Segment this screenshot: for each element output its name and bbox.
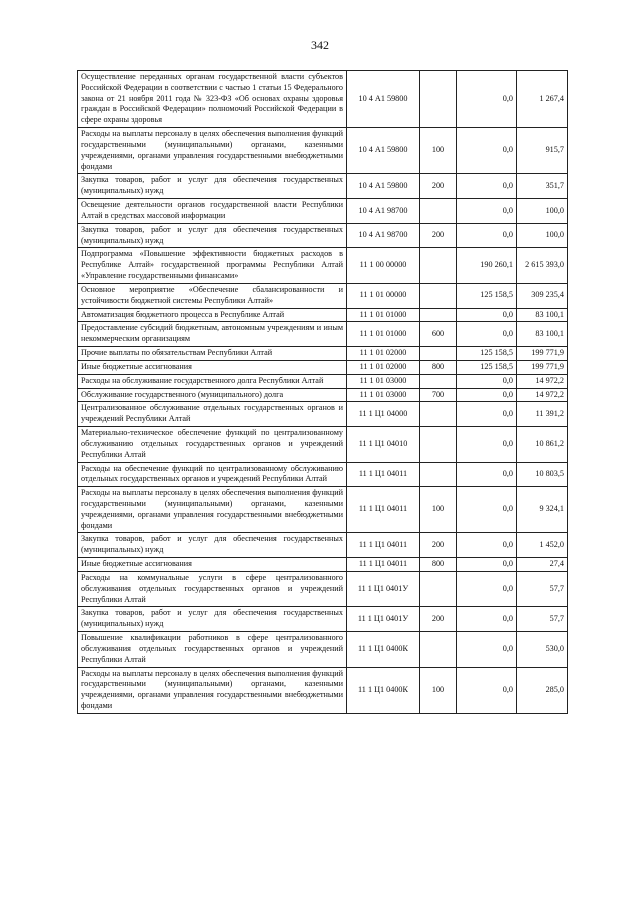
amount-total: 1 267,4 xyxy=(517,71,568,128)
table-row xyxy=(78,607,568,632)
amount-change: 0,0 xyxy=(457,487,517,533)
row-name: Расходы на выплаты персоналу в целях обеспечения выполнения функций государственными (муниципальными) органами, казенными учреждениями, органами управления государственными внебюджетными фондами xyxy=(78,667,347,713)
row-name: Обслуживание государственного (муниципального) долга xyxy=(78,388,347,402)
target-article-code: 11 1 00 00000 xyxy=(347,248,420,283)
expense-type-code xyxy=(420,283,457,308)
row-name: Закупка товаров, работ и услуг для обеспечения государственных (муниципальных) нужд xyxy=(78,607,347,632)
amount-change: 190 260,1 xyxy=(457,248,517,283)
target-article-code: 11 1 Ц1 04011 xyxy=(347,487,420,533)
target-article-code: 11 1 Ц1 04000 xyxy=(347,402,420,427)
expense-type-code xyxy=(420,402,457,427)
target-article-code: 11 1 01 01000 xyxy=(347,322,420,347)
row-name: Иные бюджетные ассигнования xyxy=(78,360,347,374)
expense-type-code: 800 xyxy=(420,558,457,572)
target-article-code: 10 4 А1 59800 xyxy=(347,71,420,128)
amount-total: 199 771,9 xyxy=(517,360,568,374)
row-name: Расходы на обеспечение функций по централизованному обслуживанию отдельных государственных органов и учреждений Республики Алтай xyxy=(78,462,347,487)
target-article-code: 10 4 А1 59800 xyxy=(347,128,420,174)
amount-change: 0,0 xyxy=(457,402,517,427)
table-row xyxy=(78,223,568,248)
amount-change: 0,0 xyxy=(457,128,517,174)
target-article-code: 11 1 Ц1 0400К xyxy=(347,632,420,667)
amount-total: 351,7 xyxy=(517,174,568,199)
table-row xyxy=(78,360,568,374)
table-row xyxy=(78,199,568,224)
target-article-code: 11 1 Ц1 04010 xyxy=(347,427,420,462)
table-row xyxy=(78,632,568,667)
expense-type-code xyxy=(420,427,457,462)
amount-total: 9 324,1 xyxy=(517,487,568,533)
table-row xyxy=(78,667,568,713)
target-article-code: 11 1 01 03000 xyxy=(347,388,420,402)
row-name: Повышение квалификации работников в сфере централизованного обслуживания отдельных государственных органов и учреждений Республики Алтай xyxy=(78,632,347,667)
row-name: Освещение деятельности органов государственной власти Республики Алтай в средствах массовой информации xyxy=(78,199,347,224)
amount-change: 0,0 xyxy=(457,533,517,558)
table-row xyxy=(78,174,568,199)
table-row xyxy=(78,558,568,572)
table-row xyxy=(78,462,568,487)
amount-total: 309 235,4 xyxy=(517,283,568,308)
target-article-code: 11 1 Ц1 0401У xyxy=(347,607,420,632)
target-article-code: 11 1 01 02000 xyxy=(347,347,420,361)
row-name: Иные бюджетные ассигнования xyxy=(78,558,347,572)
target-article-code: 11 1 01 01000 xyxy=(347,308,420,322)
amount-total: 2 615 393,0 xyxy=(517,248,568,283)
target-article-code: 11 1 01 02000 xyxy=(347,360,420,374)
target-article-code: 11 1 Ц1 0401У xyxy=(347,571,420,606)
amount-change: 0,0 xyxy=(457,374,517,388)
amount-total: 100,0 xyxy=(517,199,568,224)
row-name: Осуществление переданных органам государственной власти субъектов Российской Федерации в соответствии с частью 1 статьи 15 Федерального закона от 21 ноября 2011 года № 323-ФЗ «Об основах охраны здоровья граждан в Российской Федерации» полномочий Российской Федерации в сфере охраны здоровья xyxy=(78,71,347,128)
amount-change: 0,0 xyxy=(457,462,517,487)
amount-total: 11 391,2 xyxy=(517,402,568,427)
row-name: Централизованное обслуживание отдельных государственных органов и учреждений Республики Алтай xyxy=(78,402,347,427)
target-article-code: 10 4 А1 59800 xyxy=(347,174,420,199)
amount-change: 0,0 xyxy=(457,427,517,462)
target-article-code: 11 1 Ц1 0400К xyxy=(347,667,420,713)
row-name: Закупка товаров, работ и услуг для обеспечения государственных (муниципальных) нужд xyxy=(78,174,347,199)
expense-type-code xyxy=(420,71,457,128)
amount-total: 83 100,1 xyxy=(517,322,568,347)
table-row xyxy=(78,347,568,361)
amount-change: 0,0 xyxy=(457,174,517,199)
target-article-code: 11 1 Ц1 04011 xyxy=(347,558,420,572)
amount-change: 0,0 xyxy=(457,71,517,128)
expense-type-code xyxy=(420,248,457,283)
row-name: Основное мероприятие «Обеспечение сбалансированности и устойчивости бюджетной системы Республики Алтай» xyxy=(78,283,347,308)
row-name: Закупка товаров, работ и услуг для обеспечения государственных (муниципальных) нужд xyxy=(78,223,347,248)
row-name: Подпрограмма «Повышение эффективности бюджетных расходов в Республике Алтай» государственной программы Республики Алтай «Управление государственными финансами» xyxy=(78,248,347,283)
row-name: Расходы на обслуживание государственного долга Республики Алтай xyxy=(78,374,347,388)
table-row xyxy=(78,71,568,128)
amount-change: 125 158,5 xyxy=(457,283,517,308)
expense-type-code xyxy=(420,347,457,361)
row-name: Закупка товаров, работ и услуг для обеспечения государственных (муниципальных) нужд xyxy=(78,533,347,558)
expense-type-code: 800 xyxy=(420,360,457,374)
amount-total: 915,7 xyxy=(517,128,568,174)
expense-type-code xyxy=(420,462,457,487)
expense-type-code: 100 xyxy=(420,487,457,533)
amount-change: 125 158,5 xyxy=(457,360,517,374)
amount-change: 0,0 xyxy=(457,607,517,632)
row-name: Предоставление субсидий бюджетным, автономным учреждениям и иным некоммерческим организациям xyxy=(78,322,347,347)
budget-table-body xyxy=(78,71,568,714)
table-row xyxy=(78,388,568,402)
row-name: Расходы на коммунальные услуги в сфере централизованного обслуживания отдельных государственных органов и учреждений Республики Алтай xyxy=(78,571,347,606)
amount-change: 0,0 xyxy=(457,223,517,248)
expense-type-code: 100 xyxy=(420,128,457,174)
amount-change: 0,0 xyxy=(457,308,517,322)
expense-type-code xyxy=(420,632,457,667)
amount-change: 0,0 xyxy=(457,571,517,606)
table-row xyxy=(78,427,568,462)
amount-total: 10 861,2 xyxy=(517,427,568,462)
expense-type-code xyxy=(420,308,457,322)
amount-change: 125 158,5 xyxy=(457,347,517,361)
table-row xyxy=(78,533,568,558)
row-name: Расходы на выплаты персоналу в целях обеспечения выполнения функций государственными (муниципальными) органами, казенными учреждениями, органами управления государственными внебюджетными фондами xyxy=(78,487,347,533)
amount-total: 285,0 xyxy=(517,667,568,713)
row-name: Расходы на выплаты персоналу в целях обеспечения выполнения функций государственными (муниципальными) органами, казенными учреждениями, органами управления государственными внебюджетными фондами xyxy=(78,128,347,174)
row-name: Автоматизация бюджетного процесса в Республике Алтай xyxy=(78,308,347,322)
amount-total: 199 771,9 xyxy=(517,347,568,361)
expense-type-code: 200 xyxy=(420,174,457,199)
expense-type-code xyxy=(420,571,457,606)
budget-table xyxy=(77,70,568,714)
target-article-code: 11 1 01 03000 xyxy=(347,374,420,388)
table-row xyxy=(78,374,568,388)
amount-change: 0,0 xyxy=(457,558,517,572)
target-article-code: 10 4 А1 98700 xyxy=(347,199,420,224)
page-number: 342 xyxy=(311,38,329,52)
amount-total: 57,7 xyxy=(517,607,568,632)
table-row xyxy=(78,402,568,427)
target-article-code: 11 1 Ц1 04011 xyxy=(347,533,420,558)
amount-total: 530,0 xyxy=(517,632,568,667)
table-row xyxy=(78,571,568,606)
expense-type-code: 100 xyxy=(420,667,457,713)
table-row xyxy=(78,248,568,283)
row-name: Материально-техническое обеспечение функций по централизованному обслуживанию отдельных государственных органов и учреждений Республики Алтай xyxy=(78,427,347,462)
target-article-code: 11 1 Ц1 04011 xyxy=(347,462,420,487)
amount-change: 0,0 xyxy=(457,388,517,402)
amount-total: 83 100,1 xyxy=(517,308,568,322)
amount-change: 0,0 xyxy=(457,632,517,667)
target-article-code: 10 4 А1 98700 xyxy=(347,223,420,248)
amount-change: 0,0 xyxy=(457,322,517,347)
expense-type-code: 200 xyxy=(420,607,457,632)
expense-type-code: 200 xyxy=(420,533,457,558)
expense-type-code: 600 xyxy=(420,322,457,347)
amount-total: 14 972,2 xyxy=(517,374,568,388)
target-article-code: 11 1 01 00000 xyxy=(347,283,420,308)
table-row xyxy=(78,283,568,308)
table-row xyxy=(78,308,568,322)
table-row xyxy=(78,128,568,174)
table-row xyxy=(78,487,568,533)
amount-total: 1 452,0 xyxy=(517,533,568,558)
expense-type-code xyxy=(420,374,457,388)
amount-change: 0,0 xyxy=(457,199,517,224)
expense-type-code xyxy=(420,199,457,224)
row-name: Прочие выплаты по обязательствам Республики Алтай xyxy=(78,347,347,361)
amount-total: 10 803,5 xyxy=(517,462,568,487)
table-row xyxy=(78,322,568,347)
expense-type-code: 700 xyxy=(420,388,457,402)
amount-total: 100,0 xyxy=(517,223,568,248)
amount-total: 57,7 xyxy=(517,571,568,606)
amount-change: 0,0 xyxy=(457,667,517,713)
amount-total: 27,4 xyxy=(517,558,568,572)
expense-type-code: 200 xyxy=(420,223,457,248)
amount-total: 14 972,2 xyxy=(517,388,568,402)
